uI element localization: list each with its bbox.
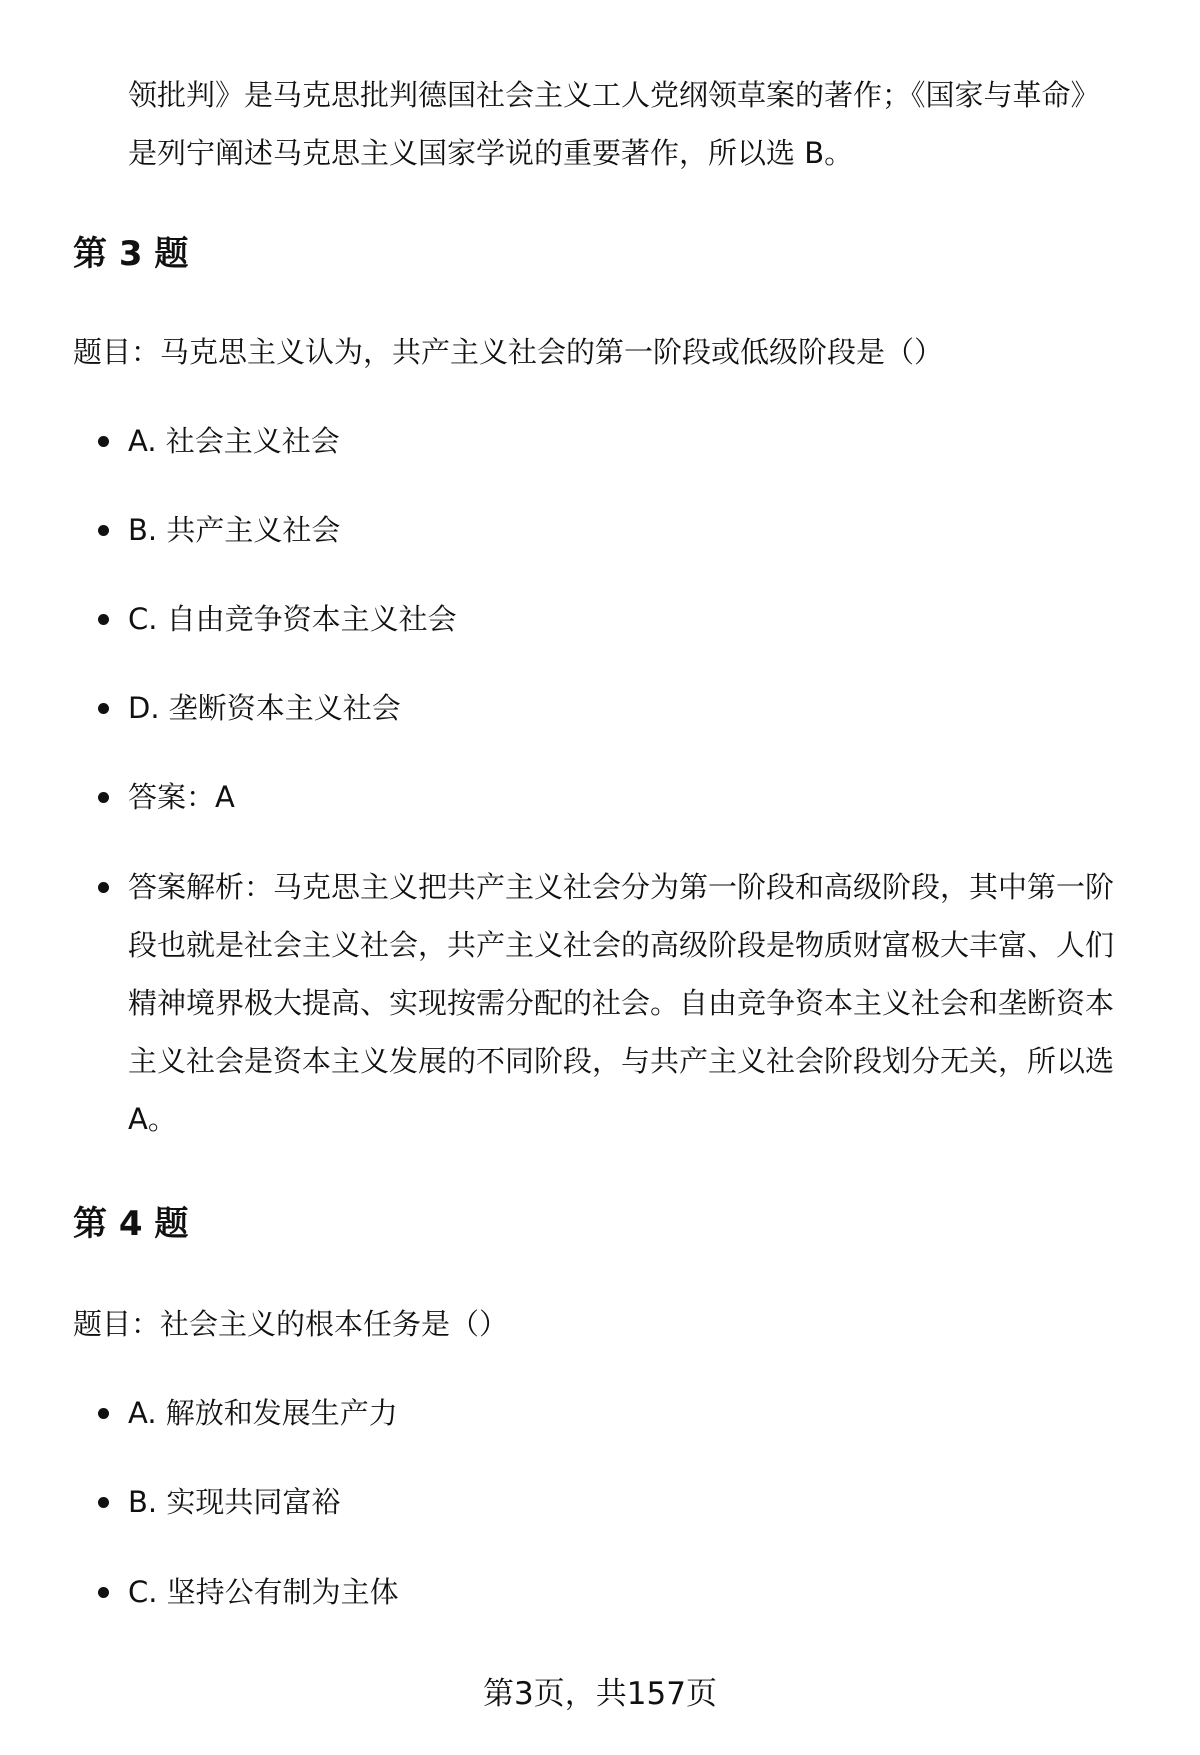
question-3-text: 题目：马克思主义认为，共产主义社会的第一阶段或低级阶段是（） (73, 335, 944, 369)
question-3-analysis (128, 858, 1138, 1148)
question-4-option-c: C. 坚持公有制为主体 (128, 1563, 1138, 1621)
continuation-line: 是列宁阐述马克思主义国家学说的重要著作，所以选 B。 (128, 136, 854, 170)
analysis-line: 段也就是社会主义社会，共产主义社会的高级阶段是物质财富极大丰富、人们 (128, 928, 1115, 962)
question-3-option-a: A. 社会主义社会 (128, 412, 1138, 470)
analysis-line: 答案解析：马克思主义把共产主义社会分为第一阶段和高级阶段，其中第一阶 (128, 870, 1115, 904)
question-4-text: 题目：社会主义的根本任务是（） (73, 1307, 509, 1341)
question-4-option-a: A. 解放和发展生产力 (128, 1384, 1138, 1442)
question-3-answer: 答案：A (128, 768, 1138, 826)
analysis-line: 主义社会是资本主义发展的不同阶段，与共产主义社会阶段划分无关，所以选 (128, 1044, 1115, 1078)
analysis-line: A。 (128, 1102, 177, 1136)
analysis-line: 精神境界极大提高、实现按需分配的社会。自由竞争资本主义社会和垄断资本 (128, 986, 1115, 1020)
question-4-heading: 第 4 题 (73, 1204, 189, 1244)
question-3-option-d: D. 垄断资本主义社会 (128, 679, 1138, 737)
previous-answer-analysis-continuation (128, 66, 1138, 182)
continuation-line: 领批判》是马克思批判德国社会主义工人党纲领草案的著作；《国家与革命》 (128, 78, 1100, 112)
question-3-heading: 第 3 题 (73, 234, 189, 274)
page-number-footer: 第3页，共157页 (483, 1676, 717, 1712)
question-3-option-c: C. 自由竞争资本主义社会 (128, 590, 1138, 648)
question-3-option-b: B. 共产主义社会 (128, 501, 1138, 559)
question-4-option-b: B. 实现共同富裕 (128, 1473, 1138, 1531)
